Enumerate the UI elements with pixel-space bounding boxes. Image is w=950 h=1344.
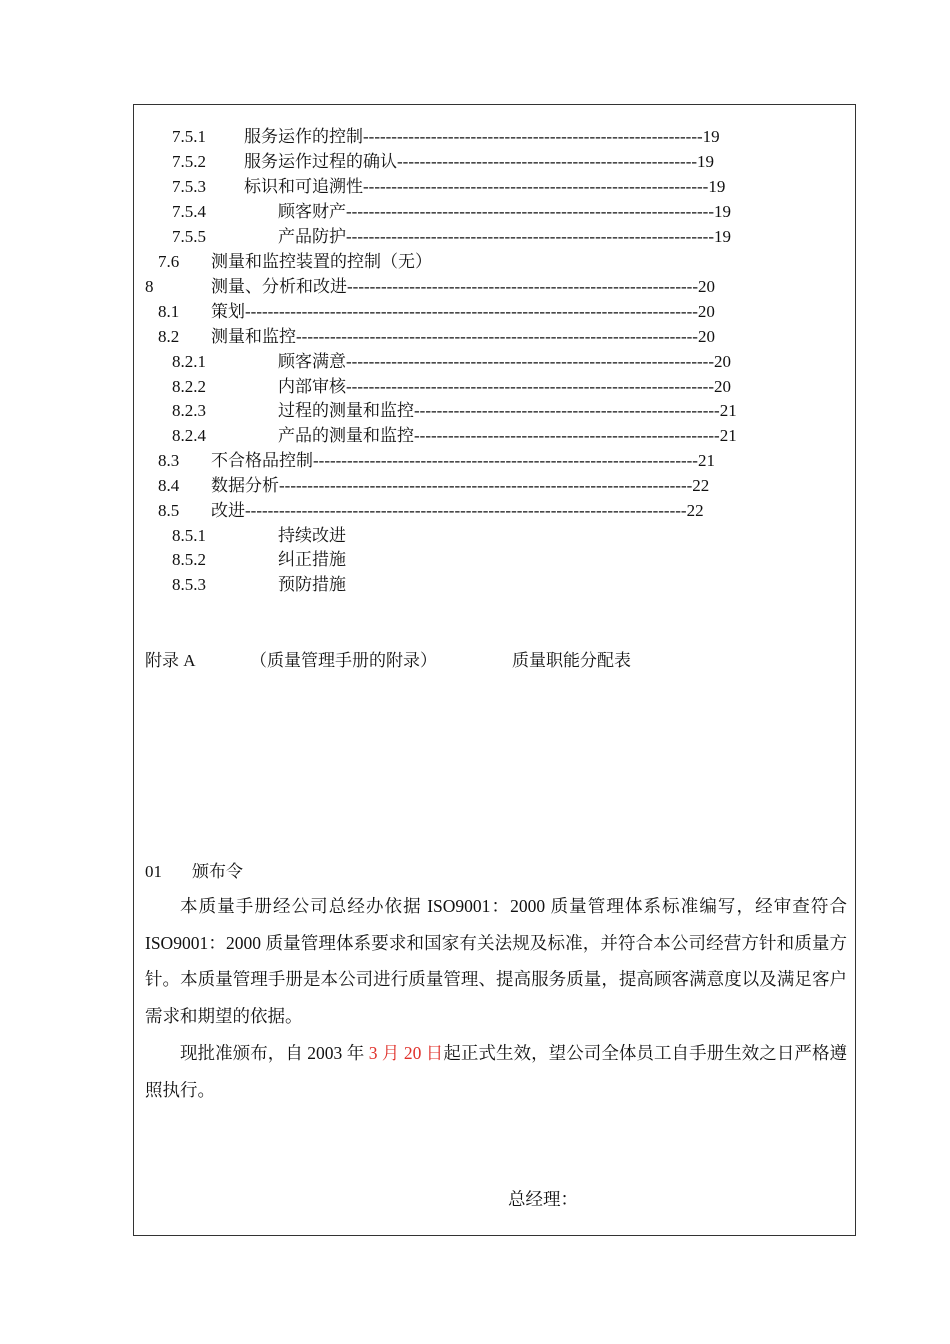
toc-page-number: 20 (713, 377, 731, 396)
toc-page-number: 19 (697, 152, 715, 171)
toc-entry (278, 425, 768, 447)
toc-number: 8.2 (158, 327, 180, 346)
toc-number: 8.5 (158, 501, 180, 520)
toc-number: 7.5.3 (172, 177, 206, 196)
toc-number: 8.2.4 (172, 426, 206, 445)
appendix-name: 质量职能分配表 (512, 651, 631, 670)
toc-entry (211, 276, 772, 298)
toc-page-number: 19 (702, 127, 720, 146)
toc-number: 8 (145, 277, 154, 296)
toc-number: 7.5.4 (172, 202, 206, 221)
toc-title: 内部审核 (278, 377, 346, 396)
toc-page-number: 20 (698, 277, 715, 296)
toc-title: 产品防护 (278, 227, 346, 246)
toc-title: 改进 (211, 501, 245, 520)
toc-entry (278, 574, 346, 596)
toc-entry (211, 475, 765, 497)
toc-number: 8.5.3 (172, 575, 206, 594)
toc-entry (278, 400, 768, 422)
toc-title: 测量和监控装置的控制（无） (211, 252, 432, 271)
toc-title: 持续改进 (278, 526, 346, 545)
toc-entry (211, 500, 765, 522)
effective-date: 3 月 20 日 (368, 1043, 444, 1063)
decree-text-after-date: 起正式生效，望公司全体员工自手册生效之日严格遵照执行。 (145, 1043, 848, 1100)
toc-entry (211, 326, 772, 348)
toc-title: 纠正措施 (278, 550, 346, 569)
toc-leader: -------------------------------------------------------------- (347, 277, 698, 296)
toc-entry (244, 126, 768, 148)
toc-page-number: 20 (697, 327, 715, 346)
toc-entry (244, 151, 768, 173)
toc-leader: ------------------------------------------------------------------------- (279, 476, 693, 495)
toc-title: 数据分析 (211, 476, 279, 495)
toc-number: 7.6 (158, 252, 180, 271)
toc-leader: ----------------------------------------------------------------- (346, 352, 714, 371)
toc-number: 8.4 (158, 476, 180, 495)
toc-page-number: 19 (708, 177, 726, 196)
toc-leader: ------------------------------------------------------------ (363, 127, 703, 146)
toc-number: 7.5.5 (172, 227, 206, 246)
toc-page-number: 21 (697, 451, 715, 470)
toc-page-number: 20 (697, 302, 715, 321)
decree-text-before-date: 现批准颁布，自 2003 年 (180, 1043, 369, 1063)
toc-page-number: 21 (719, 401, 737, 420)
toc-number: 8.5.1 (172, 526, 206, 545)
toc-number: 8.2.3 (172, 401, 206, 420)
decree-paragraph-1: 本质量手册经公司总经办依据 ISO9001：2000 质量管理体系标准编写，经审查符合 ISO9001：2000 质量管理体系要求和国家有关法规及标准，并符合本公司经营方针和质量方针。本质量管理手册是本公司进行质量管理、提高服务质量，提高顾客满意度以及满足客户需求和期望的依据。 (145, 896, 847, 1026)
toc-number: 8.2.1 (172, 352, 206, 371)
toc-leader: ----------------------------------------------------------------------- (296, 327, 698, 346)
toc-page-number: 19 (713, 227, 731, 246)
toc-title: 策划 (211, 302, 245, 321)
toc-leader: -------------------------------------------------------------------------------- (245, 302, 698, 321)
toc-page-number: 20 (713, 352, 731, 371)
toc-entry (278, 226, 768, 248)
decree-paragraph-2 (145, 1035, 847, 1108)
toc-entry (278, 351, 768, 373)
toc-leader: -------------------------------------------------------------------- (313, 451, 698, 470)
toc-entry (278, 376, 768, 398)
toc-leader: ------------------------------------------------------ (414, 401, 720, 420)
toc-title: 不合格品控制 (211, 451, 313, 470)
toc-leader: ------------------------------------------------------------- (363, 177, 709, 196)
toc-leader: ----------------------------------------------------- (397, 152, 698, 171)
toc-entry (278, 549, 346, 571)
toc-entry (211, 251, 432, 273)
toc-page-number: 22 (686, 501, 704, 520)
toc-entry (211, 301, 772, 323)
toc-title: 预防措施 (278, 575, 346, 594)
toc-entry (278, 525, 346, 547)
toc-title: 测量和监控 (211, 327, 296, 346)
toc-leader: ------------------------------------------------------------------------------ (245, 501, 687, 520)
toc-entry (278, 201, 768, 223)
toc-entry (244, 176, 768, 198)
toc-title: 测量、分析和改进 (211, 277, 347, 296)
toc-title: 顾客财产 (278, 202, 346, 221)
toc-page-number: 22 (692, 476, 710, 495)
toc-entry (211, 450, 765, 472)
toc-title: 服务运作过程的确认 (244, 152, 397, 171)
signature-label: 总经理： (508, 1189, 578, 1209)
toc-number: 8.1 (158, 302, 180, 321)
toc-number: 8.5.2 (172, 550, 206, 569)
toc-number: 7.5.1 (172, 127, 206, 146)
appendix-label: 附录 A (145, 651, 196, 670)
toc-number: 8.3 (158, 451, 180, 470)
toc-title: 过程的测量和监控 (278, 401, 414, 420)
section-title: 颁布令 (192, 862, 243, 881)
toc-number: 7.5.2 (172, 152, 206, 171)
toc-page-number: 21 (719, 426, 737, 445)
appendix-desc: （质量管理手册的附录） (250, 651, 437, 670)
toc-title: 产品的测量和监控 (278, 426, 414, 445)
toc-number: 8.2.2 (172, 377, 206, 396)
toc-page-number: 19 (713, 202, 731, 221)
toc-leader: ----------------------------------------------------------------- (346, 227, 714, 246)
toc-leader: ------------------------------------------------------ (414, 426, 720, 445)
toc-title: 顾客满意 (278, 352, 346, 371)
section-number: 01 (145, 862, 162, 881)
toc-title: 服务运作的控制 (244, 127, 363, 146)
toc-leader: ----------------------------------------------------------------- (346, 202, 714, 221)
toc-leader: ----------------------------------------------------------------- (346, 377, 714, 396)
toc-title: 标识和可追溯性 (244, 177, 363, 196)
